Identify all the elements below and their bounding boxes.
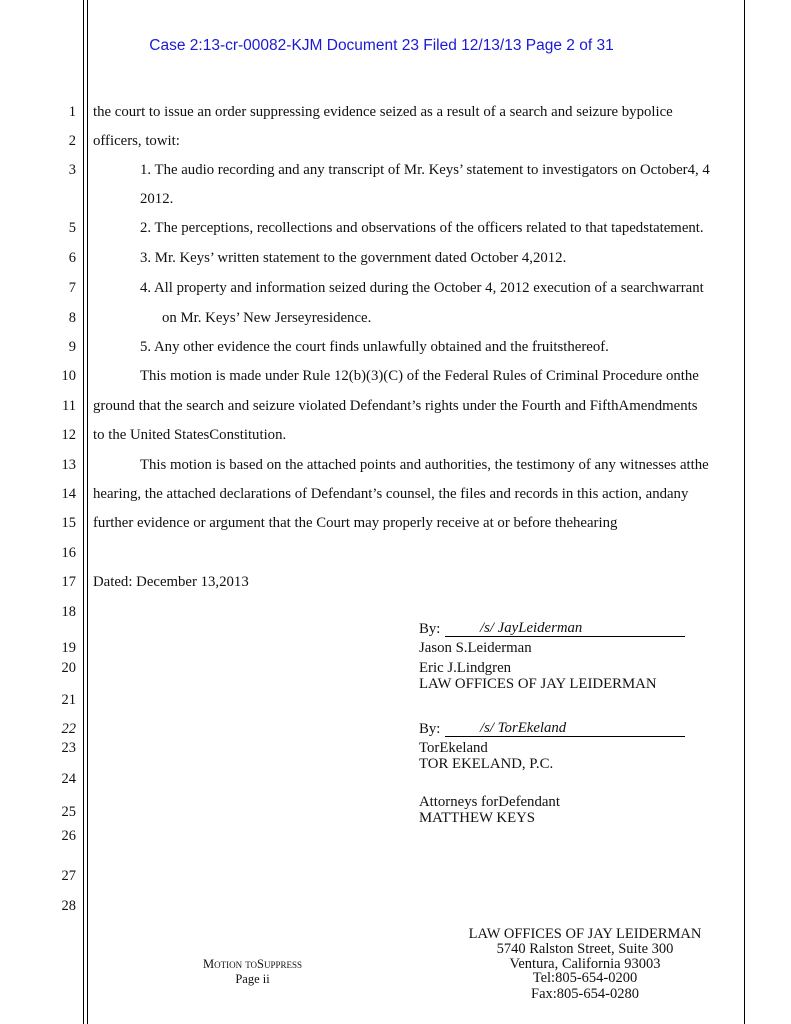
signature-by-label: By: (419, 721, 441, 737)
signature-line (445, 636, 685, 637)
dated-line: Dated: December 13,2013 (93, 574, 249, 590)
signature-tor-ekeland: /s/ TorEkeland (480, 720, 567, 736)
case-header: Case 2:13-cr-00082-KJM Document 23 Filed 12/13/13 Page 2 of 31 (149, 37, 614, 54)
line-number: 11 (62, 398, 76, 414)
line-number: 25 (61, 804, 76, 820)
footer-address: 5740 Ralston Street, Suite 300 (496, 941, 674, 957)
right-margin-rule (744, 0, 745, 1024)
document-title: Motion toSuppress (202, 957, 303, 971)
line-number: 10 (61, 368, 76, 384)
paragraph-basis-line: further evidence or argument that the Court may properly receive at or before thehearing (93, 515, 618, 531)
line-number: 14 (61, 486, 76, 502)
line-number: 22 (61, 721, 76, 737)
paragraph-rule-line: ground that the search and seizure violated Defendant’s rights under the Fourth and FifthAmendments (93, 398, 698, 414)
list-item-4-continued: on Mr. Keys’ New Jerseyresidence. (162, 310, 372, 326)
line-number: 28 (61, 898, 76, 914)
list-item-2: 2. The perceptions, recollections and observations of the officers related to that tapedstatement. (140, 220, 704, 236)
line-number: 15 (61, 515, 76, 531)
left-margin-rule-outer (83, 0, 84, 1024)
paragraph-basis-line: This motion is based on the attached points and authorities, the testimony of any witnesses atthe (140, 457, 709, 473)
footer-firm: LAW OFFICES OF JAY LEIDERMAN (468, 926, 702, 942)
line-number: 13 (61, 457, 76, 473)
body-line: the court to issue an order suppressing evidence seized as a result of a search and seizure bypolice (93, 104, 673, 120)
list-item-3: 3. Mr. Keys’ written statement to the government dated October 4,2012. (140, 250, 567, 266)
paragraph-basis-line: hearing, the attached declarations of Defendant’s counsel, the files and records in this action, andany (93, 486, 689, 502)
body-line: officers, towit: (93, 133, 180, 149)
list-item-5: 5. Any other evidence the court finds unlawfully obtained and the fruitsthereof. (140, 339, 609, 355)
paragraph-rule-line: to the United StatesConstitution. (93, 427, 287, 443)
signature-line (445, 736, 685, 737)
attorney-name: Jason S.Leiderman (419, 640, 532, 656)
line-number: 18 (61, 604, 76, 620)
line-number: 5 (68, 220, 76, 236)
client-name: MATTHEW KEYS (419, 810, 536, 826)
firm-name: TOR EKELAND, P.C. (419, 756, 554, 772)
footer-tel: Tel:805-654-0200 (532, 970, 638, 986)
list-item-4: 4. All property and information seized during the October 4, 2012 execution of a searchwarrant (140, 280, 704, 296)
attorneys-for-label: Attorneys forDefendant (419, 794, 560, 810)
firm-name: LAW OFFICES OF JAY LEIDERMAN (419, 676, 657, 692)
line-number: 7 (68, 280, 76, 296)
line-number: 16 (61, 545, 76, 561)
line-number: 24 (61, 771, 76, 787)
line-number: 26 (61, 828, 76, 844)
line-number: 9 (68, 339, 76, 355)
page-number: Page ii (235, 972, 270, 986)
attorney-name: Eric J.Lindgren (419, 660, 512, 676)
signature-jay-leiderman: /s/ JayLeiderman (480, 620, 583, 636)
paragraph-rule-line: This motion is made under Rule 12(b)(3)(C) of the Federal Rules of Criminal Procedure onthe (140, 368, 699, 384)
line-number: 20 (61, 660, 76, 676)
line-number: 27 (61, 868, 76, 884)
list-item-1-continued: 2012. (140, 191, 174, 207)
line-number: 6 (68, 250, 76, 266)
footer-fax: Fax:805-654-0280 (531, 986, 639, 1002)
line-number: 8 (68, 310, 76, 326)
line-number: 1 (68, 104, 76, 120)
line-number: 12 (61, 427, 76, 443)
line-number: 19 (61, 640, 76, 656)
list-item-1: 1. The audio recording and any transcript of Mr. Keys’ statement to investigators on October4, 4 (140, 162, 710, 178)
line-number: 3 (68, 162, 76, 178)
line-number: 23 (61, 740, 76, 756)
line-number: 17 (61, 574, 76, 590)
signature-by-label: By: (419, 621, 441, 637)
attorney-name: TorEkeland (419, 740, 488, 756)
footer-city: Ventura, California 93003 (509, 956, 661, 972)
left-margin-rule-inner (87, 0, 88, 1024)
line-number: 21 (61, 692, 76, 708)
line-number: 2 (68, 133, 76, 149)
